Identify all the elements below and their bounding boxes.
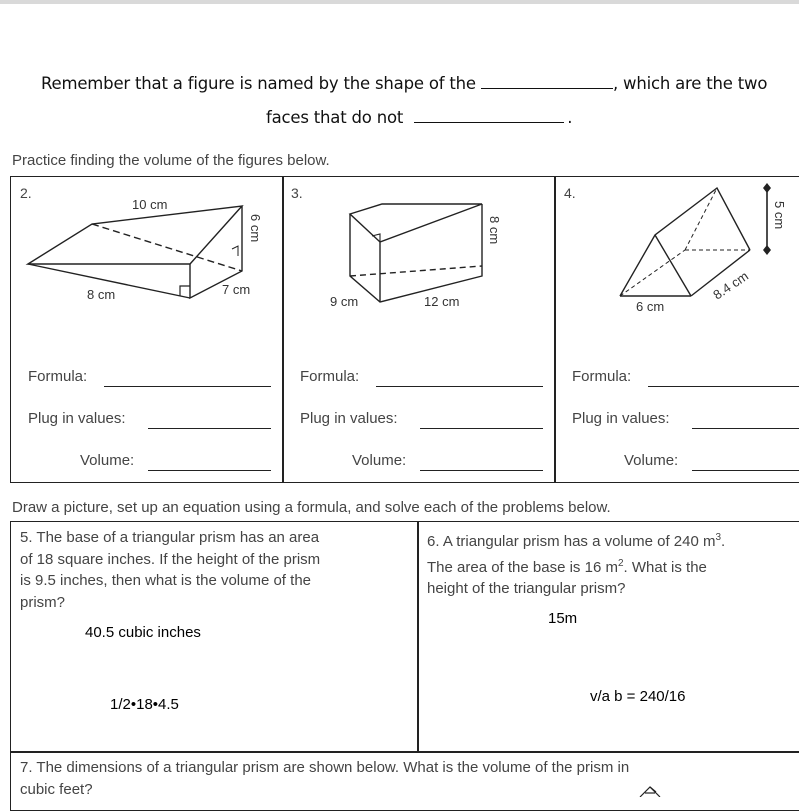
dimension-label: 10 cm xyxy=(132,197,168,212)
figure-number: 2. xyxy=(20,185,32,201)
intro-text: faces that do not xyxy=(266,108,404,127)
volume-blank[interactable] xyxy=(148,469,271,471)
problem-6 xyxy=(427,527,725,600)
problem-5-work: 1/2•18•4.5 xyxy=(110,696,179,713)
figure-2-prism xyxy=(20,192,280,307)
dimension-label: 8 cm xyxy=(487,216,502,245)
divider xyxy=(10,751,799,753)
draw-heading: Draw a picture, set up an equation using a formula, and solve each of the problems below. xyxy=(12,499,611,516)
problem-text: 7. The dimensions of a triangular prism are shown below. What is the volume of the prism in xyxy=(20,759,630,776)
dimension-label: 6 cm xyxy=(636,299,665,314)
intro-line-1 xyxy=(41,74,767,93)
volume-label: Volume: xyxy=(624,452,679,469)
arrow-head-icon xyxy=(763,183,771,193)
dimension-label: 5 cm xyxy=(772,201,787,230)
formula-blank[interactable] xyxy=(648,385,799,387)
fill-in-blank[interactable] xyxy=(481,87,613,89)
figure-3-prism xyxy=(292,192,552,310)
figure-7-prism-partial xyxy=(636,784,666,797)
problem-text: prism? xyxy=(20,593,66,611)
problem-6-answer: 15m xyxy=(548,610,578,627)
fill-in-blank[interactable] xyxy=(414,121,564,123)
figure-number: 3. xyxy=(291,185,303,201)
dimension-label: 7 cm xyxy=(222,282,251,297)
plug-blank[interactable] xyxy=(148,427,271,429)
problem-5 xyxy=(20,527,320,613)
intro-text: . xyxy=(567,108,573,127)
problem-text: 5. The base of a triangular prism has an area xyxy=(20,529,320,546)
intro-text: , which are the two xyxy=(612,74,768,93)
dimension-label: 8.4 cm xyxy=(710,268,752,303)
problem-6-work: v/a b = 240/16 xyxy=(590,688,686,705)
intro-text: Remember that a figure is named by the shape of the xyxy=(41,74,476,93)
problem-text: cubic feet? xyxy=(20,780,93,798)
intro-line-2 xyxy=(266,108,572,127)
formula-blank[interactable] xyxy=(376,385,543,387)
divider xyxy=(417,521,419,752)
problem-text: 6. A triangular prism has a volume of 240 $m^3$. xyxy=(427,532,726,550)
figure-4-prism xyxy=(565,180,799,315)
volume-label: Volume: xyxy=(352,452,407,469)
problem-text: is 9.5 inches, then what is the volume of the xyxy=(20,572,311,589)
volume-blank[interactable] xyxy=(420,469,543,471)
plug-label: Plug in values: xyxy=(572,410,670,427)
figure-number: 4. xyxy=(564,185,576,201)
plug-label: Plug in values: xyxy=(300,410,398,427)
top-bar xyxy=(0,0,799,4)
problem-7 xyxy=(20,757,629,800)
dimension-label: 6 cm xyxy=(248,214,263,243)
practice-heading: Practice finding the volume of the figures below. xyxy=(12,152,330,169)
formula-label: Formula: xyxy=(28,368,88,385)
problem-text: of 18 square inches. If the height of the prism xyxy=(20,550,321,568)
plug-label: Plug in values: xyxy=(28,410,126,427)
arrow-head-icon xyxy=(763,245,771,255)
dimension-label: 12 cm xyxy=(424,294,460,309)
dimension-label: 9 cm xyxy=(330,294,359,309)
divider xyxy=(282,176,284,483)
problem-text: The area of the base is 16 $m^2$. What is the xyxy=(427,557,707,576)
problem-5-answer: 40.5 cubic inches xyxy=(85,624,201,641)
volume-blank[interactable] xyxy=(692,469,799,471)
formula-label: Formula: xyxy=(300,368,360,385)
dimension-label: 8 cm xyxy=(87,287,116,302)
plug-blank[interactable] xyxy=(692,427,799,429)
divider xyxy=(554,176,556,483)
formula-label: Formula: xyxy=(572,368,632,385)
plug-blank[interactable] xyxy=(420,427,543,429)
formula-blank[interactable] xyxy=(104,385,271,387)
volume-label: Volume: xyxy=(80,452,135,469)
problem-text: height of the triangular prism? xyxy=(427,580,626,597)
